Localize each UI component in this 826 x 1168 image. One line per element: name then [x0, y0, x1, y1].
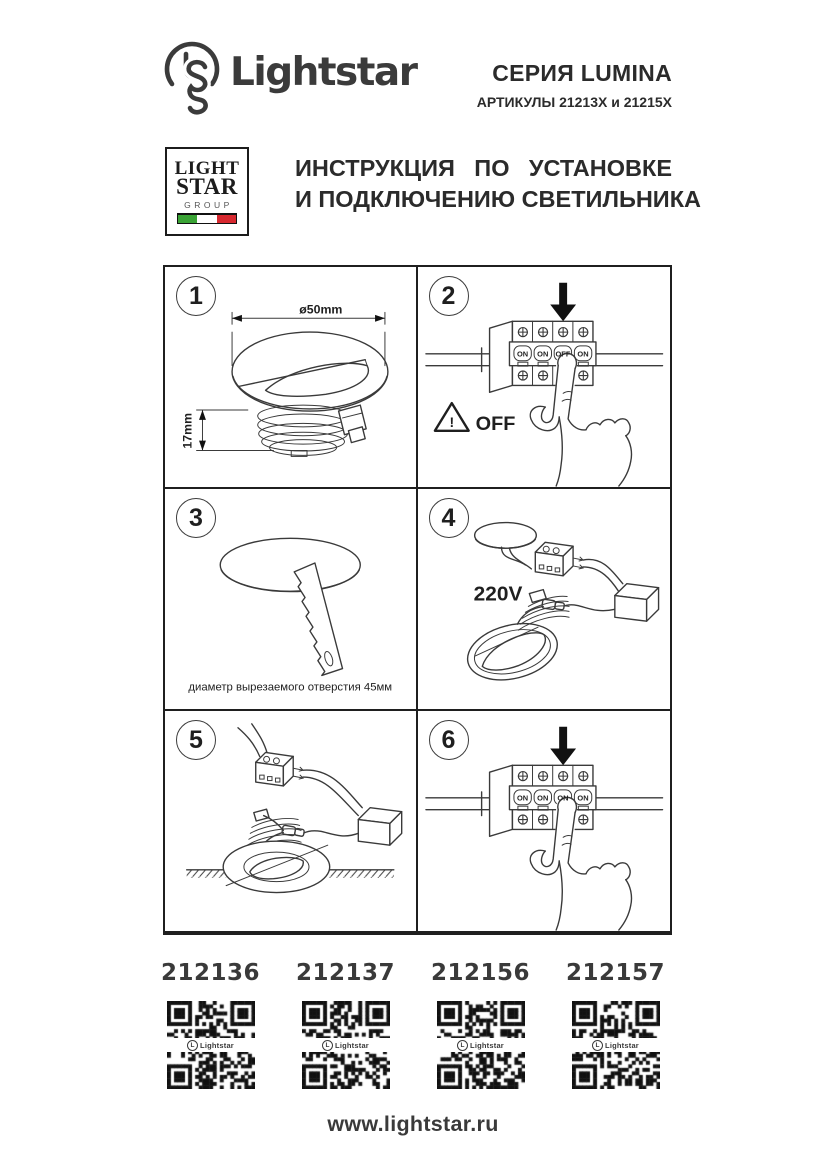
website-url: www.lightstar.ru: [327, 1112, 499, 1136]
qr-item: [160, 960, 261, 1089]
italian-flag-stripe: [177, 213, 237, 224]
warning-off-label: OFF: [475, 412, 515, 435]
lightstar-bulb-icon: L: [322, 1040, 333, 1051]
breaker-switch-label: ON: [556, 793, 569, 803]
qr-watermark: L Lightstar: [167, 1038, 255, 1052]
breaker-switch-label: ON: [576, 793, 589, 803]
group-logo-light: LIGHT: [174, 157, 240, 179]
qr-watermark: L Lightstar: [302, 1038, 390, 1052]
lightstar-bulb-icon: L: [592, 1040, 603, 1051]
lightstar-bulb-icon: L: [457, 1040, 468, 1051]
step-1-panel: [165, 267, 418, 489]
qr-code: [302, 1001, 390, 1089]
lightstar-group-logo: [165, 147, 249, 236]
series-block: [380, 60, 672, 110]
step-6-panel: [418, 711, 671, 933]
dimension-height-label: 17mm: [180, 412, 195, 449]
hole-diameter-caption: диаметр вырезаемого отверстия 45мм: [188, 681, 393, 694]
qr-code: [437, 1001, 525, 1089]
breaker-switch-label: OFF: [555, 349, 570, 359]
step-3-panel: [165, 489, 418, 711]
document-title: [295, 153, 702, 215]
qr-watermark: L Lightstar: [437, 1038, 525, 1052]
qr-watermark: L Lightstar: [572, 1038, 660, 1052]
group-logo-group: GROUP: [184, 199, 233, 210]
document-title-line1: ИНСТРУКЦИЯ ПО УСТАНОВКЕ: [295, 155, 672, 181]
series-title: СЕРИЯ LUMINA: [492, 60, 672, 86]
brand-wordmark: Lightstar: [230, 50, 417, 95]
lightstar-bulb-icon: L: [187, 1040, 198, 1051]
step-2-panel: [418, 267, 671, 489]
qr-section: [160, 960, 666, 1089]
document-title-line2: И ПОДКЛЮЧЕНИЮ СВЕТИЛЬНИКА: [295, 186, 702, 212]
step-3-badge: 3: [176, 498, 216, 538]
series-articles: АРТИКУЛЫ 21213X и 21215X: [476, 94, 672, 110]
instruction-grid: [163, 265, 672, 935]
breaker-switch-label: ON: [516, 793, 528, 803]
breaker-switch-label: ON: [536, 793, 548, 803]
step-2-badge: 2: [429, 276, 469, 316]
step-6-badge: 6: [429, 720, 469, 760]
qr-code: [167, 1001, 255, 1089]
voltage-label: 220V: [473, 582, 522, 606]
group-logo-star: STAR: [176, 173, 238, 199]
lightstar-bulb-icon: [160, 38, 224, 122]
qr-item: [565, 960, 666, 1089]
article-number: 212136: [160, 960, 261, 986]
step-5-panel: [165, 711, 418, 933]
article-number: 212156: [430, 960, 531, 986]
dimension-diameter-label: ø50mm: [299, 302, 343, 317]
warning-exclamation: !: [448, 413, 454, 430]
breaker-switch-label: ON: [536, 349, 548, 359]
qr-item: [295, 960, 396, 1089]
article-number: 212157: [565, 960, 666, 986]
breaker-switch-label: ON: [576, 349, 589, 359]
qr-code: [572, 1001, 660, 1089]
step-1-badge: 1: [176, 276, 216, 316]
step-4-badge: 4: [429, 498, 469, 538]
step-5-badge: 5: [176, 720, 216, 760]
article-number: 212137: [295, 960, 396, 986]
step-4-panel: [418, 489, 671, 711]
qr-item: [430, 960, 531, 1089]
breaker-switch-label: ON: [516, 349, 528, 359]
